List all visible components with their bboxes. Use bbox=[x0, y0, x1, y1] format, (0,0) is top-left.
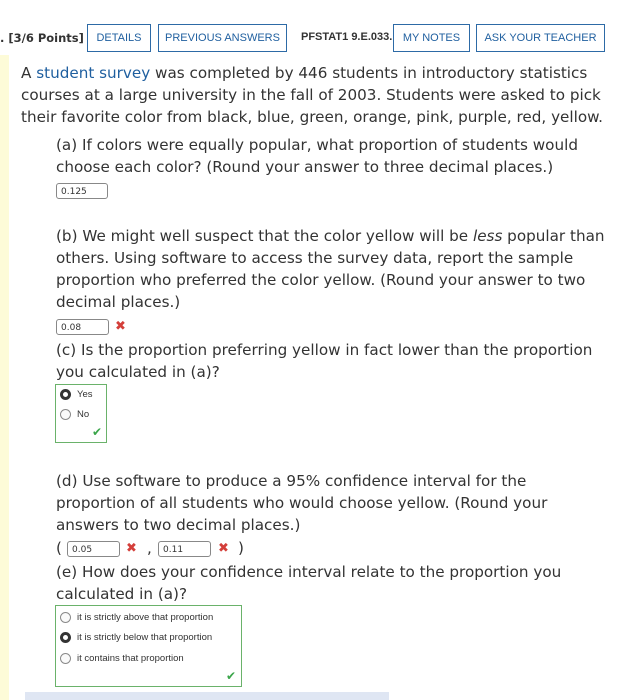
part-d-line-1: (d) Use software to produce a 95% confidence interval for the bbox=[56, 472, 527, 490]
previous-answers-button[interactable]: PREVIOUS ANSWERS bbox=[158, 24, 287, 52]
part-c-correct-icon: ✔ bbox=[92, 425, 103, 439]
part-c-option-no: No bbox=[77, 409, 90, 420]
part-c-option-yes: Yes bbox=[77, 389, 93, 400]
part-b-line-1-pre: (b) We might well suspect that the color yellow will be bbox=[56, 227, 473, 245]
intro-line-1 bbox=[21, 62, 587, 84]
part-b-emphasis: less bbox=[472, 227, 503, 245]
part-e-option-above: it is strictly above that proportion bbox=[77, 612, 214, 623]
part-a-answer-input[interactable]: 0.125 bbox=[56, 183, 108, 199]
part-b-line-3: proportion who preferred the color yellow. (Round your answer to two bbox=[56, 271, 586, 289]
part-e-correct-icon: ✔ bbox=[226, 669, 237, 683]
part-d-upper-input[interactable]: 0.11 bbox=[158, 541, 211, 557]
question-header bbox=[0, 0, 621, 55]
part-d-line-3: answers to two decimal places.) bbox=[56, 516, 301, 534]
part-e-option-below: it is strictly below that proportion bbox=[77, 632, 213, 643]
part-e-line-1: (e) How does your confidence interval relate to the proportion you bbox=[56, 563, 562, 581]
ask-teacher-button[interactable]: ASK YOUR TEACHER bbox=[476, 24, 605, 52]
part-d-line-2: proportion of all students who would choose yellow. (Round your bbox=[56, 494, 548, 512]
part-b-incorrect-icon: ✖ bbox=[115, 319, 126, 334]
part-b-answer-input[interactable]: 0.08 bbox=[56, 319, 109, 335]
part-d-open-paren: ( bbox=[56, 539, 62, 557]
part-b-line-1-post: popular than bbox=[502, 227, 605, 245]
part-e-radio-above[interactable] bbox=[60, 612, 71, 623]
intro-line-3: their favorite color from black, blue, green, orange, pink, purple, red, yellow. bbox=[21, 108, 603, 126]
intro-line-2: courses at a large university in the fall of 2003. Students were asked to pick bbox=[21, 86, 601, 104]
part-d-upper-incorrect-icon: ✖ bbox=[218, 541, 229, 556]
part-e-radio-below[interactable] bbox=[60, 632, 71, 643]
part-b-line-4: decimal places.) bbox=[56, 293, 181, 311]
part-d-close-paren: ) bbox=[238, 539, 244, 557]
details-button[interactable]: DETAILS bbox=[87, 24, 151, 52]
part-e-option-contains: it contains that proportion bbox=[77, 653, 184, 664]
my-notes-button[interactable]: MY NOTES bbox=[393, 24, 470, 52]
part-b-line-1 bbox=[56, 225, 605, 247]
part-b-line-2: others. Using software to access the survey data, report the sample bbox=[56, 249, 574, 267]
part-a-line-2: choose each color? (Round your answer to three decimal places.) bbox=[56, 158, 554, 176]
problem-code: PFSTAT1 9.E.033. bbox=[301, 31, 393, 43]
part-c-line-1: (c) Is the proportion preferring yellow in fact lower than the proportion bbox=[56, 341, 593, 359]
part-d-lower-incorrect-icon: ✖ bbox=[126, 541, 137, 556]
question-left-bar bbox=[0, 55, 9, 700]
student-survey-link[interactable]: student survey bbox=[36, 64, 151, 82]
intro-pre: A bbox=[21, 64, 37, 82]
part-d-comma: , bbox=[147, 539, 152, 557]
part-c-choices bbox=[55, 384, 107, 443]
part-e-choices bbox=[55, 605, 242, 687]
part-c-radio-no[interactable] bbox=[60, 409, 71, 420]
submit-area-bar bbox=[25, 692, 389, 700]
part-d-lower-input[interactable]: 0.05 bbox=[67, 541, 120, 557]
part-c-line-2: you calculated in (a)? bbox=[56, 363, 220, 381]
part-e-line-2: calculated in (a)? bbox=[56, 585, 188, 603]
part-e-radio-contains[interactable] bbox=[60, 653, 71, 664]
intro-line-1-rest: was completed by 446 students in introductory statistics bbox=[150, 64, 588, 82]
points-label: . [3/6 Points] bbox=[0, 31, 84, 45]
part-a-line-1: (a) If colors were equally popular, what proportion of students would bbox=[56, 136, 578, 154]
part-c-radio-yes[interactable] bbox=[60, 389, 71, 400]
